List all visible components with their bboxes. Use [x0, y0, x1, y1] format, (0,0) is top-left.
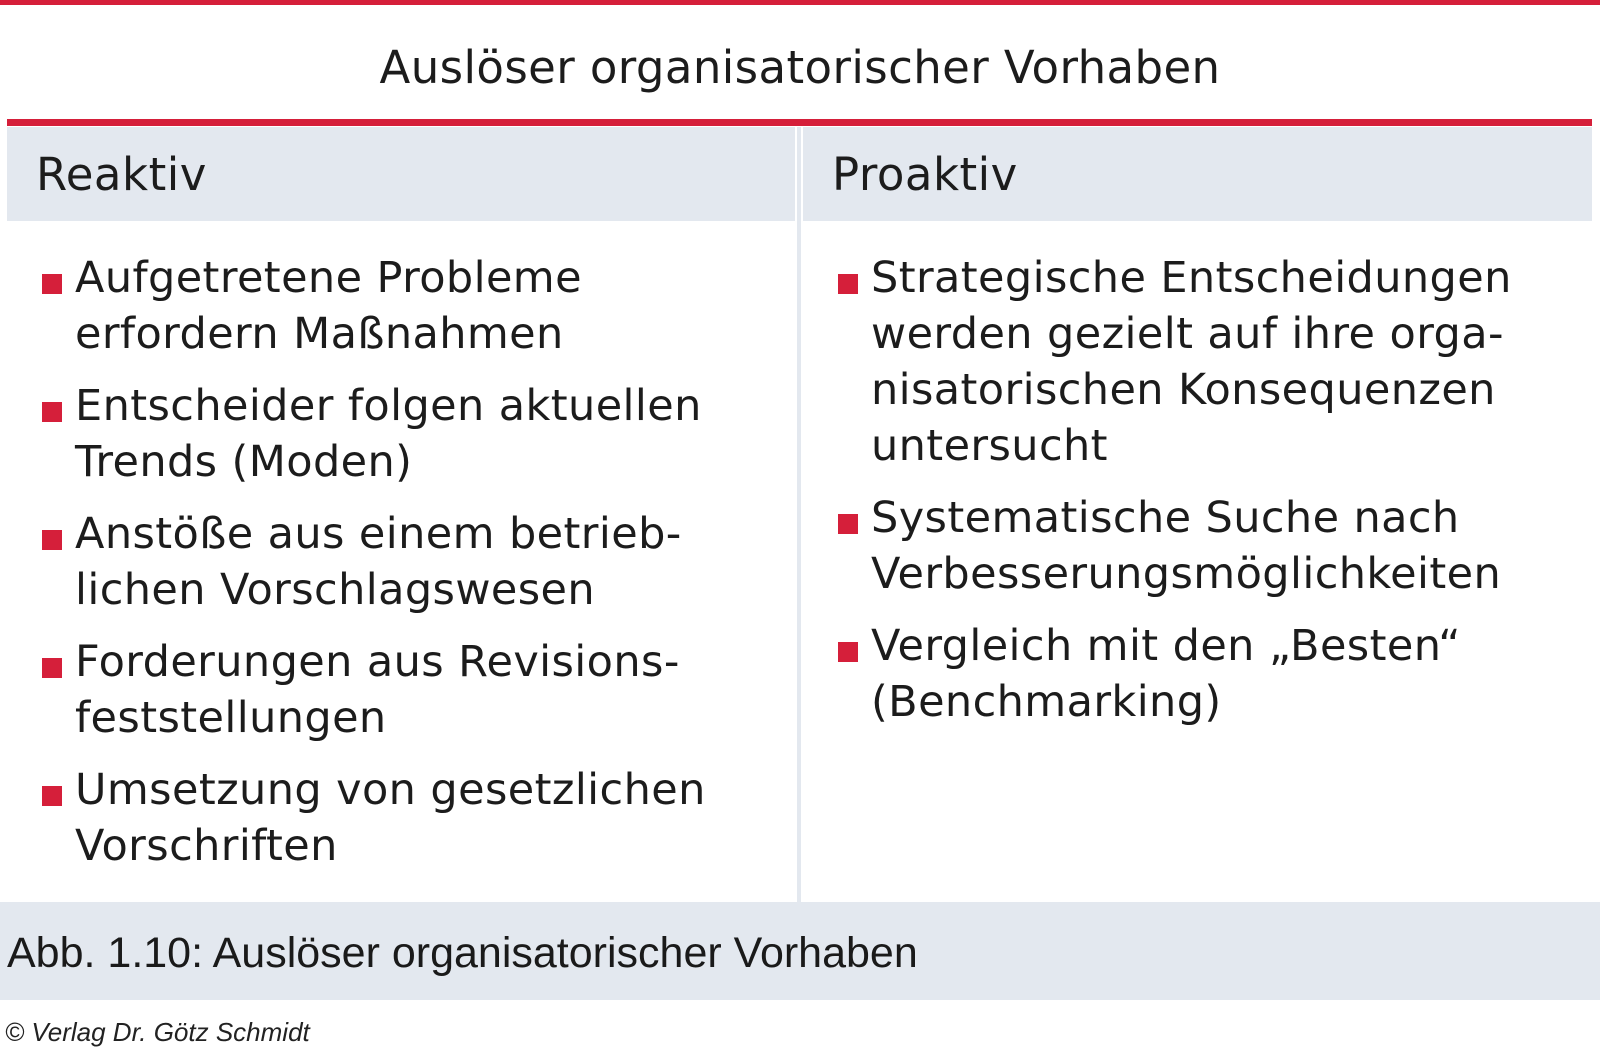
column-header-proaktiv [803, 127, 1592, 221]
list-item-text: Anstöße aus einem betrieb- lichen Vorschlagswesen [75, 509, 682, 615]
figure-caption: Abb. 1.10: Auslöser organisatorischer Vorhaben [7, 929, 918, 977]
list-item [40, 506, 780, 618]
square-bullet-icon [42, 530, 62, 550]
list-item [40, 250, 780, 362]
square-bullet-icon [838, 642, 858, 662]
reaktiv-list [40, 250, 780, 890]
column-divider [797, 127, 801, 902]
square-bullet-icon [838, 514, 858, 534]
top-red-rule [0, 0, 1600, 5]
list-item [836, 618, 1591, 730]
list-item [40, 378, 780, 490]
square-bullet-icon [42, 658, 62, 678]
column-header-label: Proaktiv [832, 148, 1018, 201]
list-item-text: Aufgetretene Probleme erfordern Maßnahmen [75, 253, 582, 359]
list-item-text: Vergleich mit den „Besten“ (Benchmarking) [871, 621, 1461, 727]
proaktiv-list [836, 250, 1591, 746]
list-item [836, 490, 1591, 602]
square-bullet-icon [838, 274, 858, 294]
square-bullet-icon [42, 402, 62, 422]
column-header-label: Reaktiv [36, 148, 207, 201]
column-header-reaktiv [7, 127, 795, 221]
list-item-text: Forderungen aus Revisions- feststellungen [75, 637, 680, 743]
list-item-text: Systematische Suche nach Verbesserungsmöglichkeiten [871, 493, 1502, 599]
list-item-text: Umsetzung von gesetzlichen Vorschriften [75, 765, 706, 871]
square-bullet-icon [42, 786, 62, 806]
list-item [40, 762, 780, 874]
list-item [836, 250, 1591, 474]
caption-bar [0, 902, 1600, 1000]
figure-title: Auslöser organisatorischer Vorhaben [379, 41, 1221, 94]
list-item-text: Entscheider folgen aktuellen Trends (Moden) [75, 381, 702, 487]
copyright-notice: © Verlag Dr. Götz Schmidt [5, 1017, 310, 1047]
title-red-rule [7, 119, 1592, 126]
list-item [40, 634, 780, 746]
list-item-text: Strategische Entscheidungen werden gezielt auf ihre orga- nisatorischen Konsequenzen untersucht [871, 253, 1512, 471]
square-bullet-icon [42, 274, 62, 294]
